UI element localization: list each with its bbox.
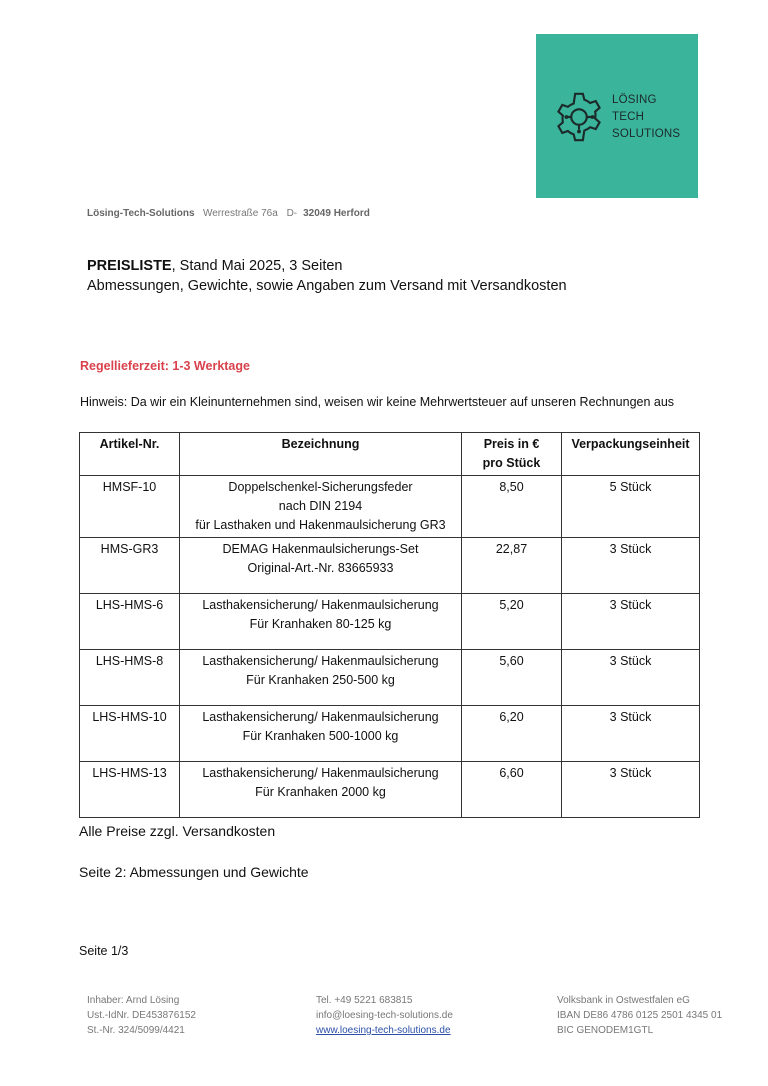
- desc-line: Für Kranhaken 80-125 kg: [249, 617, 392, 631]
- desc-line: Original-Art.-Nr. 83665933: [247, 561, 394, 575]
- shipping-note: Alle Preise zzgl. Versandkosten: [79, 823, 276, 839]
- footer-bank-line: BIC GENODEM1GTL: [557, 1025, 654, 1036]
- footer-bank-line: IBAN DE86 4786 0125 2501 4345 01: [557, 1010, 723, 1021]
- cell-description: [180, 706, 462, 762]
- table-row: [80, 476, 700, 538]
- desc-line: DEMAG Hakenmaulsicherungs-Set: [222, 542, 419, 556]
- cell-price: 5,20: [462, 594, 562, 650]
- desc-line: Lasthakensicherung/ Hakenmaulsicherung: [202, 654, 439, 668]
- cell-article: HMS-GR3: [80, 538, 180, 594]
- header-price-line1: Preis in €: [483, 437, 540, 451]
- logo-line-3: SOLUTIONS: [612, 128, 681, 140]
- footer-owner: [87, 993, 196, 1038]
- footer-bank-line: Volksbank in Ostwestfalen eG: [557, 995, 690, 1006]
- table-row: [80, 594, 700, 650]
- cell-description: [180, 762, 462, 818]
- cell-price: 5,60: [462, 650, 562, 706]
- footer-email[interactable]: info@loesing-tech-solutions.de: [316, 1010, 453, 1021]
- desc-line: Für Kranhaken 500-1000 kg: [242, 729, 399, 743]
- sender-company: Lösing-Tech-Solutions: [87, 208, 195, 219]
- desc-line: Lasthakensicherung/ Hakenmaulsicherung: [202, 598, 439, 612]
- table-row: [80, 538, 700, 594]
- footer-bank: [557, 993, 722, 1038]
- cell-article: HMSF-10: [80, 476, 180, 538]
- delivery-time: Regellieferzeit: 1-3 Werktage: [80, 359, 250, 373]
- footer-owner-line: Ust.-IdNr. DE453876152: [87, 1010, 196, 1021]
- table-row: [80, 706, 700, 762]
- desc-line: Lasthakensicherung/ Hakenmaulsicherung: [202, 766, 439, 780]
- cell-unit: 3 Stück: [562, 762, 700, 818]
- document-title: [87, 258, 343, 274]
- cell-price: 6,20: [462, 706, 562, 762]
- header-price: [462, 433, 562, 476]
- cell-unit: 5 Stück: [562, 476, 700, 538]
- cell-price: 22,87: [462, 538, 562, 594]
- desc-line: Lasthakensicherung/ Hakenmaulsicherung: [202, 710, 439, 724]
- header-unit: Verpackungseinheit: [562, 433, 700, 476]
- cell-article: LHS-HMS-10: [80, 706, 180, 762]
- cell-article: LHS-HMS-13: [80, 762, 180, 818]
- cell-unit: 3 Stück: [562, 650, 700, 706]
- cell-article: LHS-HMS-6: [80, 594, 180, 650]
- footer-owner-line: St.-Nr. 324/5099/4421: [87, 1025, 185, 1036]
- table-row: [80, 762, 700, 818]
- footer-contact: [316, 993, 453, 1038]
- desc-line: Doppelschenkel-Sicherungsfeder: [228, 480, 413, 494]
- table-header-row: [80, 433, 700, 476]
- cell-price: 6,60: [462, 762, 562, 818]
- desc-line: für Lasthaken und Hakenmaulsicherung GR3: [195, 518, 446, 532]
- cell-unit: 3 Stück: [562, 706, 700, 762]
- desc-line: Für Kranhaken 2000 kg: [255, 785, 386, 799]
- cell-description: [180, 476, 462, 538]
- cell-description: [180, 650, 462, 706]
- logo-line-2: TECH: [612, 111, 645, 123]
- sender-street: Werrestraße 76a: [202, 208, 278, 219]
- page-number: Seite 1/3: [79, 944, 129, 958]
- sender-city-prefix: D-: [286, 208, 298, 219]
- header-price-line2: pro Stück: [482, 456, 541, 470]
- sender-address: [87, 208, 370, 219]
- desc-line: nach DIN 2194: [278, 499, 363, 513]
- cell-price: 8,50: [462, 476, 562, 538]
- logo-wordmark: [612, 92, 680, 143]
- footer-owner-line: Inhaber: Arnd Lösing: [87, 995, 180, 1006]
- footer-website-link[interactable]: www.loesing-tech-solutions.de: [316, 1025, 451, 1036]
- title-rest: , Stand Mai 2025, 3 Seiten: [171, 258, 343, 274]
- price-table: [79, 432, 700, 818]
- footer-phone: Tel. +49 5221 683815: [316, 995, 413, 1006]
- header-description: Bezeichnung: [180, 433, 462, 476]
- desc-line: Für Kranhaken 250-500 kg: [246, 673, 395, 687]
- cell-article: LHS-HMS-8: [80, 650, 180, 706]
- title-bold: PREISLISTE: [87, 258, 172, 274]
- cell-unit: 3 Stück: [562, 594, 700, 650]
- gear-icon: [550, 88, 608, 146]
- table-row: [80, 650, 700, 706]
- company-logo: [536, 34, 698, 198]
- cell-description: [180, 538, 462, 594]
- vat-note: Hinweis: Da wir ein Kleinunternehmen sind, weisen wir keine Mehrwertsteuer auf unseren Rechnungen aus: [80, 395, 675, 409]
- header-article: Artikel-Nr.: [80, 433, 180, 476]
- page2-note: Seite 2: Abmessungen und Gewichte: [79, 864, 309, 880]
- document-subtitle: Abmessungen, Gewichte, sowie Angaben zum Versand mit Versandkosten: [87, 278, 567, 294]
- cell-description: [180, 594, 462, 650]
- cell-unit: 3 Stück: [562, 538, 700, 594]
- sender-city: 32049 Herford: [303, 208, 370, 219]
- logo-line-1: LÖSING: [612, 94, 657, 106]
